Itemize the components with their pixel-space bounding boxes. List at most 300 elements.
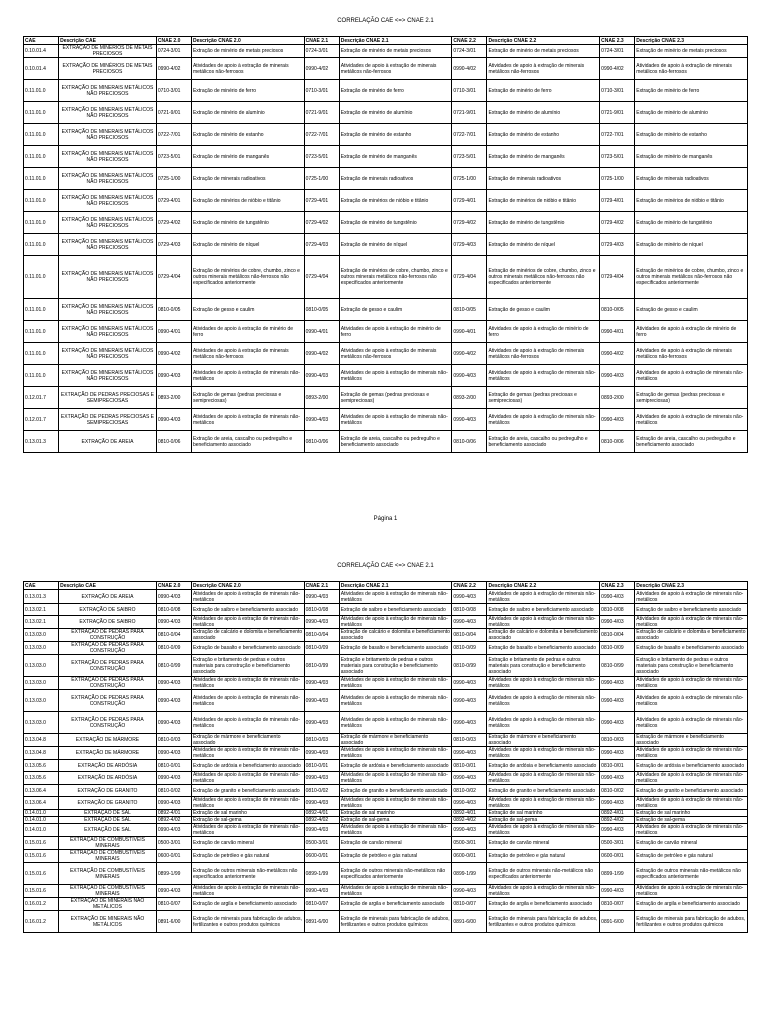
cnae-description-cell: Extração de minerais radioativos: [635, 168, 748, 190]
cae-description-cell: EXTRAÇÃO DE MINERAIS METÁLICOS NÃO PRECIOSOS: [59, 80, 157, 102]
cnae-description-cell: Extração de minério de metais preciosos: [635, 45, 748, 58]
cae-description-cell: EXTRAÇÃO DE MÁRMORE: [59, 734, 157, 747]
cnae-code-cell: 0724-3/01: [600, 45, 635, 58]
cnae-code-cell: 0990-4/03: [452, 616, 487, 629]
cnae-description-cell: Extração de minerais para fabricação de adubos, fertilizantes e outros produtos químicos: [487, 911, 600, 933]
cnae-description-cell: Extração de saibro e beneficiamento associado: [487, 604, 600, 616]
cae-code-cell: 0.13.01.3: [24, 431, 59, 453]
cnae-code-cell: 0723-5/01: [452, 146, 487, 168]
cae-code-cell: 0.13.03.0: [24, 655, 59, 677]
cae-code-cell: 0.13.04.8: [24, 734, 59, 747]
cnae-code-cell: 0810-0/03: [156, 734, 191, 747]
cnae-code-cell: 0729-4/03: [600, 234, 635, 256]
table-row: [24, 797, 748, 810]
cae-code-cell: 0.12.01.7: [24, 409, 59, 431]
cnae-code-cell: 0990-4/03: [600, 616, 635, 629]
cnae-description-cell: Extração e britamento de pedras e outros materiais para construção e beneficiamento associado: [487, 655, 600, 677]
column-header: CNAE 2.3: [600, 37, 635, 45]
cnae-description-cell: Atividades de apoio à extração de minerais não-metálicos: [191, 409, 304, 431]
cnae-description-cell: Atividades de apoio à extração de minerais não-metálicos: [487, 772, 600, 785]
cae-description-cell: EXTRAÇÃO DE MINERAIS METÁLICOS NÃO PRECIOSOS: [59, 256, 157, 299]
cnae-description-cell: Extração de minério de ferro: [635, 80, 748, 102]
table-row: [24, 212, 748, 234]
cnae-code-cell: 0724-3/01: [452, 45, 487, 58]
cnae-description-cell: Extração de minério de manganês: [339, 146, 452, 168]
cnae-description-cell: Atividades de apoio à extração de minerais não-metálicos: [487, 824, 600, 837]
cnae-code-cell: 0721-9/01: [600, 102, 635, 124]
page-number: Página 1: [373, 516, 398, 522]
cnae-description-cell: Extração de minérios de nióbio e titânio: [339, 190, 452, 212]
cnae-description-cell: Extração de minério de tungstênio: [635, 212, 748, 234]
cnae-description-cell: Atividades de apoio à extração de minerais não-metálicos: [635, 365, 748, 387]
cnae-description-cell: Atividades de apoio à extração de minerais metálicos não-ferrosos: [487, 58, 600, 80]
cnae-description-cell: Atividades de apoio à extração de minerais não-metálicos: [191, 677, 304, 690]
column-header: Descrição CNAE 2.3: [635, 37, 748, 45]
table-row: [24, 80, 748, 102]
cnae-code-cell: 0810-0/03: [304, 734, 339, 747]
cae-code-cell: 0.10.01.4: [24, 58, 59, 80]
cnae-description-cell: Atividades de apoio à extração de minerais não-metálicos: [339, 590, 452, 604]
cnae-code-cell: 0990-4/03: [600, 885, 635, 898]
cnae-description-cell: Atividades de apoio à extração de minerais não-metálicos: [339, 690, 452, 712]
cnae-code-cell: 0990-4/03: [452, 409, 487, 431]
cae-description-cell: EXTRAÇÃO DE MINERAIS METÁLICOS NÃO PRECIOSOS: [59, 321, 157, 343]
cnae-description-cell: Extração de areia, cascalho ou pedregulho e beneficiamento associado: [339, 431, 452, 453]
cnae-code-cell: 0810-0/04: [600, 629, 635, 642]
cnae-code-cell: 0810-0/99: [600, 655, 635, 677]
cnae-description-cell: Extração de carvão mineral: [191, 837, 304, 850]
cae-code-cell: 0.13.02.1: [24, 604, 59, 616]
cae-code-cell: 0.15.01.6: [24, 850, 59, 863]
cnae-code-cell: 0990-4/02: [304, 58, 339, 80]
cnae-description-cell: Atividades de apoio à extração de minerais não-metálicos: [339, 772, 452, 785]
cnae-code-cell: 0729-4/03: [452, 234, 487, 256]
cnae-description-cell: Atividades de apoio à extração de minerais não-metálicos: [191, 590, 304, 604]
cae-description-cell: EXTRAÇÃO DE MINERAIS METÁLICOS NÃO PRECIOSOS: [59, 102, 157, 124]
cnae-description-cell: Atividades de apoio à extração de minerais não-metálicos: [191, 747, 304, 760]
cnae-description-cell: Extração de gesso e caulim: [635, 299, 748, 321]
cnae-code-cell: 0990-4/03: [156, 712, 191, 734]
cnae-description-cell: Atividades de apoio à extração de minerais não-metálicos: [191, 824, 304, 837]
cnae-description-cell: Atividades de apoio à extração de minerais não-metálicos: [487, 365, 600, 387]
cnae-description-cell: Atividades de apoio à extração de minerais não-metálicos: [635, 885, 748, 898]
cnae-description-cell: Extração e britamento de pedras e outros materiais para construção e beneficiamento associado: [191, 655, 304, 677]
column-header: Descrição CNAE 2.1: [339, 37, 452, 45]
cnae-description-cell: Extração de granito e beneficiamento associado: [635, 785, 748, 797]
cnae-code-cell: 0990-4/01: [156, 321, 191, 343]
column-header: CNAE 2.2: [452, 582, 487, 590]
cnae-code-cell: 0990-4/03: [304, 747, 339, 760]
cnae-description-cell: Extração de calcário e dolomita e beneficiamento associado: [488, 629, 598, 641]
cnae-code-cell: 0990-4/03: [156, 797, 191, 810]
cae-code-cell: 0.11.01.0: [24, 124, 59, 146]
cnae-code-cell: 0990-4/03: [156, 365, 191, 387]
column-header: Descrição CNAE 2.2: [487, 582, 600, 590]
cnae-description-cell: Extração de gemas (pedras preciosas e semipreciosas): [487, 387, 600, 409]
cnae-code-cell: 0990-4/03: [156, 824, 191, 837]
cae-code-cell: 0.13.03.0: [24, 690, 59, 712]
column-header: CNAE 2.0: [156, 37, 191, 45]
cae-code-cell: 0.11.01.0: [24, 299, 59, 321]
cnae-description-cell: Extração de gemas (pedras preciosas e semipreciosas): [191, 387, 304, 409]
table-row: [24, 785, 748, 797]
cnae-description-cell: Atividades de apoio à extração de minerais não-metálicos: [487, 409, 600, 431]
cae-code-cell: 0.11.01.0: [24, 80, 59, 102]
cnae-description-cell: Extração de minério de níquel: [635, 234, 748, 256]
cnae-code-cell: 0810-0/08: [452, 604, 487, 616]
column-header: Descrição CNAE 2.1: [339, 582, 452, 590]
cnae-code-cell: 0810-0/07: [452, 898, 487, 911]
cnae-code-cell: 0600-0/01: [452, 850, 487, 863]
cnae-code-cell: 0810-0/09: [452, 642, 487, 655]
cnae-code-cell: 0710-3/01: [304, 80, 339, 102]
cnae-description-cell: Extração de outros minerais não-metálicos não especificados anteriormente: [635, 863, 748, 885]
cnae-description-cell: Atividades de apoio à extração de minério de ferro: [487, 321, 600, 343]
cnae-code-cell: 0990-4/03: [156, 677, 191, 690]
table-header-row: [24, 582, 748, 590]
cnae-description-cell: Atividades de apoio à extração de minerais metálicos não-ferrosos: [487, 343, 600, 365]
cnae-code-cell: 0729-4/02: [304, 212, 339, 234]
column-header: CNAE 2.0: [156, 582, 191, 590]
cae-description-cell: EXTRAÇÃO DE PEDRAS PARA CONSTRUÇÃO: [59, 677, 157, 690]
cnae-description-cell: Extração de minérios de nióbio e titânio: [191, 190, 304, 212]
cnae-description-cell: Atividades de apoio à extração de minerais não-metálicos: [635, 797, 748, 810]
cnae-description-cell: Extração de granito e beneficiamento associado: [487, 785, 600, 797]
cae-description-cell: EXTRAÇÃO DE SAL: [59, 824, 157, 837]
cnae-description-cell: Extração de argila e beneficiamento associado: [635, 898, 748, 911]
cnae-description-cell: Atividades de apoio à extração de minerais não-metálicos: [635, 590, 748, 604]
cae-code-cell: 0.13.03.0: [24, 677, 59, 690]
cnae-description-cell: Extração e britamento de pedras e outros materiais para construção e beneficiamento associado: [339, 655, 452, 677]
cnae-code-cell: 0990-4/03: [156, 690, 191, 712]
cnae-description-cell: Extração de areia, cascalho ou pedregulho e beneficiamento associado: [191, 431, 304, 453]
cnae-code-cell: 0810-0/03: [452, 734, 487, 747]
correlation-table: [23, 581, 748, 933]
cnae-code-cell: 0810-0/07: [156, 898, 191, 911]
cnae-description-cell: Extração de minérios de nióbio e titânio: [635, 190, 748, 212]
cnae-description-cell: Extração de sal marinho: [191, 810, 304, 817]
column-header: Descrição CNAE 2.0: [191, 37, 304, 45]
cnae-code-cell: 0893-2/00: [304, 387, 339, 409]
cnae-code-cell: 0810-0/03: [600, 734, 635, 747]
cnae-code-cell: 0893-2/00: [452, 387, 487, 409]
cnae-description-cell: Atividades de apoio à extração de minerais não-metálicos: [487, 885, 600, 898]
cnae-description-cell: Atividades de apoio à extração de minerais não-metálicos: [339, 677, 452, 690]
cnae-description-cell: Extração de minério de manganês: [191, 146, 304, 168]
cae-description-cell: EXTRAÇÃO DE SAL: [59, 810, 157, 817]
cnae-description-cell: Extração de outros minerais não-metálicos não especificados anteriormente: [339, 863, 452, 885]
cae-description-cell: EXTRAÇÃO DE ARDÓSIA: [59, 772, 157, 785]
document-title: CORRELAÇÃO CAE <=> CNAE 2.1: [337, 18, 434, 24]
cnae-description-cell: Atividades de apoio à extração de minerais não-metálicos: [635, 677, 748, 690]
cnae-code-cell: 0893-2/00: [600, 387, 635, 409]
cnae-description-cell: Atividades de apoio à extração de minerais metálicos não-ferrosos: [635, 343, 748, 365]
cnae-description-cell: Extração de minerais radioativos: [487, 168, 600, 190]
cnae-description-cell: Extração de ardósia e beneficiamento associado: [635, 760, 748, 772]
cnae-description-cell: Atividades de apoio à extração de minerais não-metálicos: [339, 824, 452, 837]
cnae-description-cell: Extração de argila e beneficiamento associado: [487, 898, 600, 911]
cnae-code-cell: 0721-9/01: [156, 102, 191, 124]
cae-code-cell: 0.13.03.0: [24, 629, 59, 642]
cae-description-cell: EXTRAÇÃO DE SAIBRO: [59, 604, 157, 616]
cnae-description-cell: Extração de minério de metais preciosos: [339, 45, 452, 58]
cae-code-cell: 0.13.02.1: [24, 616, 59, 629]
cnae-description-cell: Extração de petróleo e gás natural: [487, 850, 600, 863]
cae-code-cell: 0.15.01.6: [24, 837, 59, 850]
cnae-description-cell: Extração de calcário e dolomita e beneficiamento associado: [340, 629, 450, 641]
cnae-code-cell: 0990-4/02: [452, 343, 487, 365]
cnae-description-cell: Extração de minério de tungstênio: [487, 212, 600, 234]
cnae-code-cell: 0990-4/03: [452, 712, 487, 734]
cnae-code-cell: 0990-4/03: [304, 772, 339, 785]
column-header: Descrição CNAE 2.2: [487, 37, 600, 45]
cnae-description-cell: Extração de minérios de cobre, chumbo, zinco e outros minerais metálicos não-ferrosos não especificados anteriormente: [487, 256, 600, 299]
cnae-code-cell: 0729-4/01: [156, 190, 191, 212]
cnae-code-cell: 0893-2/00: [156, 387, 191, 409]
column-header: Descrição CNAE 2.0: [191, 582, 304, 590]
cnae-description-cell: Extração de minério de manganês: [635, 146, 748, 168]
cnae-code-cell: 0810-0/01: [600, 760, 635, 772]
cae-code-cell: 0.13.03.0: [24, 712, 59, 734]
cnae-code-cell: 0810-0/06: [304, 431, 339, 453]
cnae-description-cell: Extração de calcário e dolomita e beneficiamento associado: [635, 629, 748, 642]
cae-description-cell: EXTRAÇÃO DE PEDRAS PARA CONSTRUÇÃO: [59, 629, 157, 642]
cnae-code-cell: 0990-4/03: [600, 797, 635, 810]
cae-code-cell: 0.11.01.0: [24, 146, 59, 168]
cnae-code-cell: 0810-0/08: [156, 604, 191, 616]
cnae-code-cell: 0990-4/03: [304, 824, 339, 837]
cnae-code-cell: 0990-4/03: [304, 409, 339, 431]
cnae-code-cell: 0810-0/06: [156, 431, 191, 453]
cnae-code-cell: 0810-0/09: [304, 642, 339, 655]
cnae-code-cell: 0729-4/04: [452, 256, 487, 299]
cnae-code-cell: 0990-4/03: [156, 772, 191, 785]
cnae-code-cell: 0810-0/09: [600, 642, 635, 655]
table-row: [24, 146, 748, 168]
cae-code-cell: 0.13.01.3: [24, 590, 59, 604]
cnae-description-cell: Atividades de apoio à extração de minerais não-metálicos: [191, 690, 304, 712]
table-row: [24, 124, 748, 146]
cae-description-cell: EXTRAÇÃO DE COMBUSTÍVEIS MINERAIS: [59, 885, 157, 898]
table-row: [24, 299, 748, 321]
cnae-code-cell: 0990-4/03: [304, 677, 339, 690]
cae-code-cell: 0.13.06.4: [24, 785, 59, 797]
cnae-code-cell: 0810-0/02: [304, 785, 339, 797]
cnae-description-cell: Atividades de apoio à extração de minerais não-metálicos: [487, 590, 600, 604]
cnae-code-cell: 0810-0/06: [600, 431, 635, 453]
document-title: CORRELAÇÃO CAE <=> CNAE 2.1: [337, 563, 434, 569]
table-row: [24, 655, 748, 677]
table-row: [24, 817, 748, 824]
cae-description-cell: EXTRAÇÃO DE MINERAIS METÁLICOS NÃO PRECIOSOS: [59, 146, 157, 168]
cnae-code-cell: 0990-4/01: [304, 321, 339, 343]
column-header: CNAE 2.2: [452, 37, 487, 45]
cnae-description-cell: Atividades de apoio à extração de minerais não-metálicos: [191, 712, 304, 734]
cae-description-cell: EXTRAÇÃO DE MINERAIS METÁLICOS NÃO PRECIOSOS: [59, 212, 157, 234]
table-row: [24, 590, 748, 604]
table-row: [24, 431, 748, 453]
cae-description-cell: EXTRAÇÃO DE COMBUSTÍVEIS MINERAIS: [59, 837, 157, 850]
cnae-description-cell: Extração de minerais para fabricação de adubos, fertilizantes e outros produtos químicos: [635, 911, 748, 933]
cnae-description-cell: Extração de argila e beneficiamento associado: [339, 898, 452, 911]
cnae-code-cell: 0725-1/00: [452, 168, 487, 190]
cnae-description-cell: Extração de outros minerais não-metálicos não especificados anteriormente: [487, 863, 600, 885]
cae-code-cell: 0.16.01.2: [24, 898, 59, 911]
cnae-code-cell: 0810-0/99: [304, 655, 339, 677]
cae-description-cell: EXTRAÇÃO DE AREIA: [59, 431, 157, 453]
cae-description-cell: EXTRAÇÃO DE ARDÓSIA: [59, 760, 157, 772]
cnae-code-cell: 0500-3/01: [156, 837, 191, 850]
cae-description-cell: EXTRAÇÃO DE MINÉRIOS DE METAIS PRECIOSOS: [59, 58, 157, 80]
cnae-code-cell: 0990-4/03: [452, 885, 487, 898]
cnae-description-cell: Atividades de apoio à extração de minerais metálicos não-ferrosos: [191, 58, 304, 80]
cae-code-cell: 0.13.03.0: [24, 642, 59, 655]
cnae-description-cell: Extração de basalto e beneficiamento associado: [339, 642, 452, 655]
cnae-code-cell: 0725-1/00: [156, 168, 191, 190]
cae-description-cell: EXTRAÇÃO DE PEDRAS PRECIOSAS E SEMIPRECIOSAS: [59, 409, 157, 431]
cnae-code-cell: 0810-0/01: [304, 760, 339, 772]
cnae-code-cell: 0990-4/03: [452, 797, 487, 810]
table-row: [24, 690, 748, 712]
cae-code-cell: 0.13.05.6: [24, 760, 59, 772]
cnae-code-cell: 0723-5/01: [304, 146, 339, 168]
cnae-code-cell: 0810-0/99: [452, 655, 487, 677]
cnae-code-cell: 0729-4/02: [452, 212, 487, 234]
document-page-2: [23, 559, 748, 933]
cnae-code-cell: 0810-0/09: [156, 642, 191, 655]
cae-description-cell: EXTRAÇÃO DE MINERAIS METÁLICOS NÃO PRECIOSOS: [59, 299, 157, 321]
cnae-description-cell: Extração de gemas (pedras preciosas e semipreciosas): [635, 387, 748, 409]
cnae-description-cell: Extração de sal marinho: [339, 810, 452, 817]
column-header: Descrição CAE: [59, 582, 157, 590]
cnae-code-cell: 0710-3/01: [156, 80, 191, 102]
cnae-code-cell: 0810-0/07: [304, 898, 339, 911]
table-row: [24, 629, 748, 642]
cnae-code-cell: 0990-4/03: [452, 824, 487, 837]
cnae-description-cell: Extração de basalto e beneficiamento associado: [191, 642, 304, 655]
cae-code-cell: 0.11.01.0: [24, 343, 59, 365]
cnae-description-cell: Extração de minerais radioativos: [191, 168, 304, 190]
table-row: [24, 409, 748, 431]
cnae-description-cell: Atividades de apoio à extração de minério de ferro: [635, 321, 748, 343]
cnae-code-cell: 0600-0/01: [600, 850, 635, 863]
cnae-code-cell: 0990-4/03: [600, 772, 635, 785]
table-row: [24, 885, 748, 898]
cnae-code-cell: 0723-5/01: [156, 146, 191, 168]
cnae-description-cell: Atividades de apoio à extração de minerais não-metálicos: [339, 712, 452, 734]
table-row: [24, 58, 748, 80]
cnae-code-cell: 0722-7/01: [156, 124, 191, 146]
cae-description-cell: EXTRAÇÃO DE GRANITO: [59, 785, 157, 797]
cnae-code-cell: 0721-9/01: [304, 102, 339, 124]
cnae-code-cell: 0990-4/03: [156, 590, 191, 604]
cnae-code-cell: 0899-1/99: [156, 863, 191, 885]
table-header-row: [24, 37, 748, 45]
table-row: [24, 772, 748, 785]
cnae-description-cell: Atividades de apoio à extração de minerais não-metálicos: [635, 824, 748, 837]
cnae-description-cell: Atividades de apoio à extração de minerais não-metálicos: [635, 712, 748, 734]
cnae-description-cell: Extração de petróleo e gás natural: [339, 850, 452, 863]
cnae-description-cell: Extração de minerais radioativos: [339, 168, 452, 190]
cnae-description-cell: Extração de mármore e beneficiamento associado: [487, 734, 600, 747]
cnae-code-cell: 0810-0/99: [156, 655, 191, 677]
cnae-description-cell: Extração de minério de manganês: [487, 146, 600, 168]
cnae-code-cell: 0729-4/01: [452, 190, 487, 212]
cnae-description-cell: Extração de sal-gema: [487, 817, 600, 824]
cnae-description-cell: Extração de minério de alumínio: [487, 102, 600, 124]
cnae-description-cell: Atividades de apoio à extração de minerais não-metálicos: [487, 712, 600, 734]
cnae-description-cell: Atividades de apoio à extração de minerais não-metálicos: [339, 885, 452, 898]
cae-description-cell: EXTRAÇÃO DE AREIA: [59, 590, 157, 604]
cnae-description-cell: Atividades de apoio à extração de minério de ferro: [191, 321, 304, 343]
cnae-code-cell: 0899-1/99: [452, 863, 487, 885]
cnae-code-cell: 0810-0/01: [156, 760, 191, 772]
cnae-description-cell: Extração de ardósia e beneficiamento associado: [487, 760, 600, 772]
cnae-code-cell: 0990-4/03: [304, 690, 339, 712]
cnae-code-cell: 0724-3/01: [304, 45, 339, 58]
table-row: [24, 810, 748, 817]
cnae-code-cell: 0990-4/02: [156, 343, 191, 365]
cnae-code-cell: 0990-4/03: [600, 677, 635, 690]
cnae-description-cell: Extração de carvão mineral: [487, 837, 600, 850]
cae-description-cell: EXTRAÇÃO DE PEDRAS PARA CONSTRUÇÃO: [59, 712, 157, 734]
cnae-description-cell: Extração de carvão mineral: [339, 837, 452, 850]
cnae-description-cell: Extração de saibro e beneficiamento associado: [339, 604, 452, 616]
document-page-1: [23, 14, 748, 522]
cnae-code-cell: 0729-4/02: [600, 212, 635, 234]
cae-description-cell: EXTRAÇÃO DE PEDRAS PRECIOSAS E SEMIPRECIOSAS: [59, 387, 157, 409]
cnae-code-cell: 0729-4/03: [156, 234, 191, 256]
cnae-code-cell: 0892-4/02: [600, 817, 635, 824]
cnae-code-cell: 0710-3/01: [600, 80, 635, 102]
cnae-description-cell: Extração e britamento de pedras e outros materiais para construção e beneficiamento associado: [635, 655, 748, 677]
cae-code-cell: 0.13.05.6: [24, 772, 59, 785]
cnae-description-cell: Extração de granito e beneficiamento associado: [339, 785, 452, 797]
cnae-code-cell: 0892-4/01: [304, 810, 339, 817]
cnae-code-cell: 0990-4/03: [452, 690, 487, 712]
cnae-description-cell: Atividades de apoio à extração de minerais não-metálicos: [339, 747, 452, 760]
cnae-description-cell: Extração de sal-gema: [339, 817, 452, 824]
cnae-code-cell: 0721-9/01: [452, 102, 487, 124]
cnae-code-cell: 0810-0/02: [156, 785, 191, 797]
table-row: [24, 616, 748, 629]
cnae-code-cell: 0892-4/01: [452, 810, 487, 817]
correlation-table: [23, 36, 748, 453]
cnae-code-cell: 0990-4/02: [156, 58, 191, 80]
cnae-code-cell: 0891-6/00: [600, 911, 635, 933]
table-row: [24, 604, 748, 616]
cnae-code-cell: 0891-6/00: [156, 911, 191, 933]
cnae-code-cell: 0810-0/06: [452, 431, 487, 453]
cnae-code-cell: 0990-4/03: [452, 677, 487, 690]
cnae-description-cell: Extração de minério de estanho: [339, 124, 452, 146]
cnae-description-cell: Extração de minério de alumínio: [635, 102, 748, 124]
cnae-description-cell: Extração de mármore e beneficiamento associado: [635, 734, 748, 747]
cnae-description-cell: Extração de sal marinho: [635, 810, 748, 817]
table-row: [24, 168, 748, 190]
cnae-code-cell: 0600-0/01: [156, 850, 191, 863]
cnae-code-cell: 0990-4/03: [156, 747, 191, 760]
table-row: [24, 863, 748, 885]
cnae-description-cell: Extração de minérios de nióbio e titânio: [487, 190, 600, 212]
cnae-description-cell: Atividades de apoio à extração de minerais não-metálicos: [191, 885, 304, 898]
cnae-code-cell: 0892-4/02: [304, 817, 339, 824]
cnae-description-cell: Extração de minério de ferro: [487, 80, 600, 102]
cnae-code-cell: 0990-4/03: [304, 797, 339, 810]
cnae-code-cell: 0722-7/01: [600, 124, 635, 146]
cnae-code-cell: 0990-4/03: [304, 590, 339, 604]
table-row: [24, 712, 748, 734]
